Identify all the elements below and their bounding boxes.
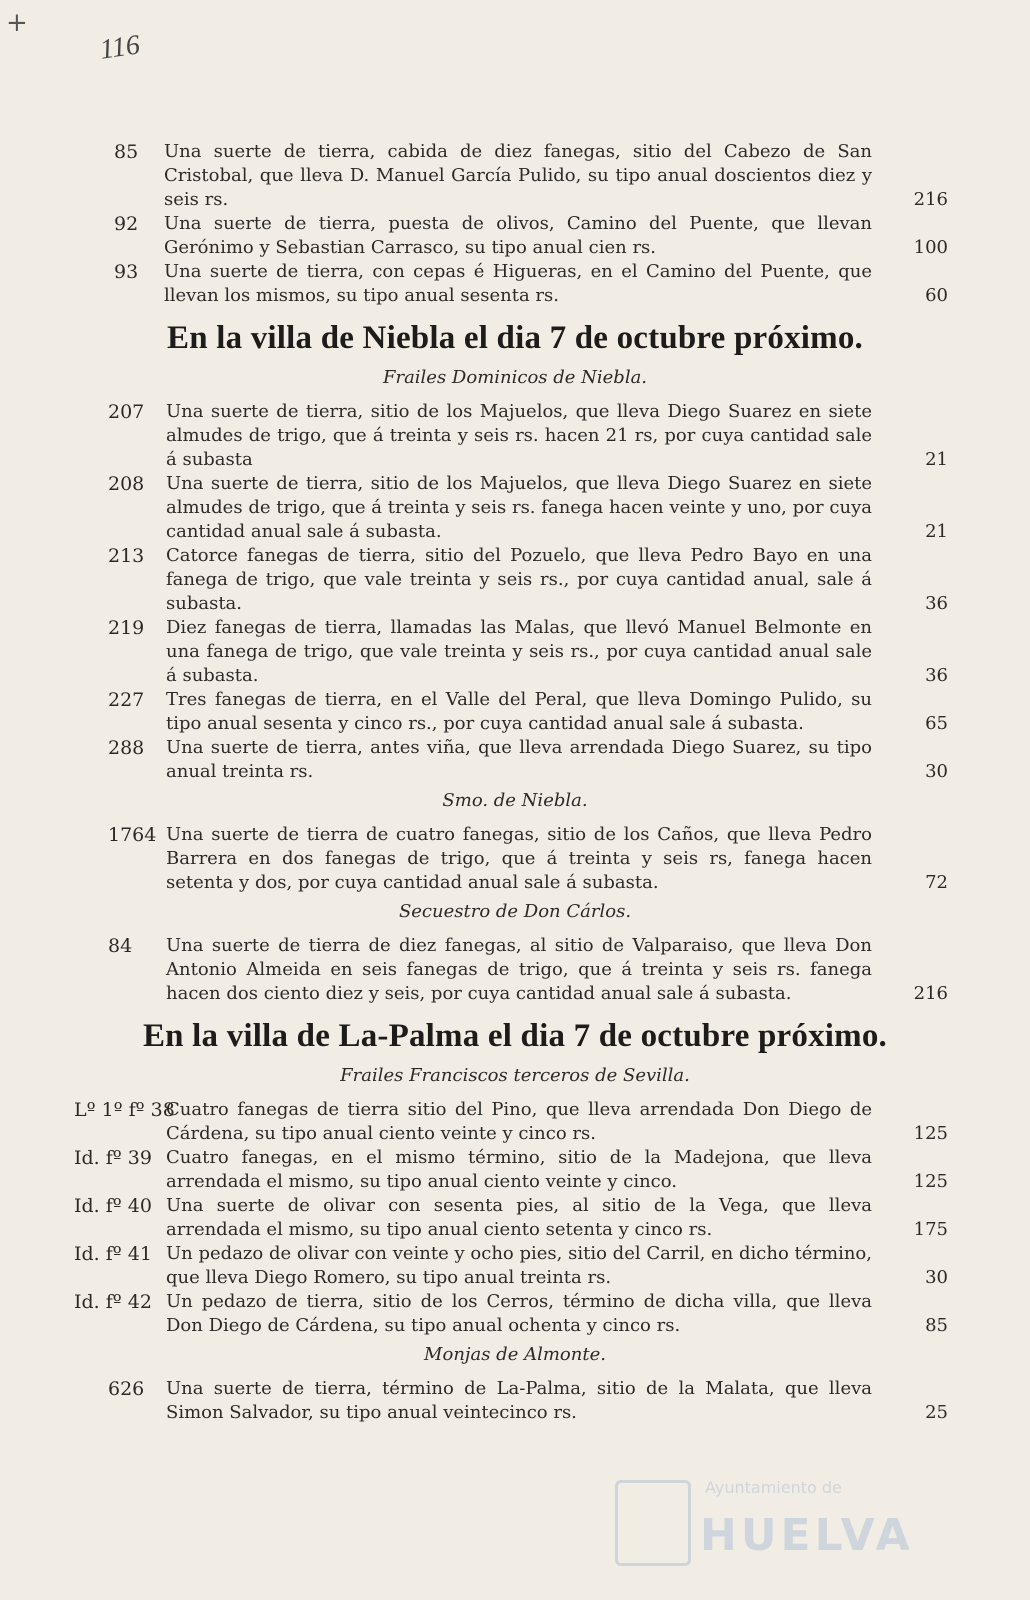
section-subtitle: Monjas de Almonte. <box>424 1344 606 1365</box>
entry-number: Id. fº 40 <box>74 1195 152 1217</box>
list-item <box>70 934 960 1006</box>
entry-text: Una suerte de tierra, con cepas é Higueras, en el Camino del Puente, que llevan los mismos, su tipo anual sesenta rs. <box>164 261 872 306</box>
archive-logo-icon <box>615 1480 691 1566</box>
entry-number: 93 <box>114 261 139 283</box>
entry-amount: 125 <box>913 1123 948 1144</box>
list-item <box>70 260 960 308</box>
entry-text: Una suerte de tierra, cabida de diez fanegas, sitio del Cabezo de San Cristobal, que lleva D. Manuel García Pulido, su tipo anual doscientos diez y seis rs. <box>164 141 872 210</box>
entry-text: Una suerte de olivar con sesenta pies, al sitio de la Vega, que lleva arrendada el mismo, su tipo anual ciento setenta y cinco rs. <box>166 1195 872 1240</box>
section-subtitle: Frailes Dominicos de Niebla. <box>382 367 648 388</box>
entry-amount: 36 <box>925 593 948 614</box>
list-item <box>70 1098 960 1146</box>
entry-text: Un pedazo de tierra, sitio de los Cerros, término de dicha villa, que lleva Don Diego de Cárdena, su tipo anual ochenta y cinco rs. <box>166 1291 872 1336</box>
entry-number: 219 <box>108 617 145 639</box>
entry-text: Un pedazo de olivar con veinte y ocho pies, sitio del Carril, en dicho término, que lleva Diego Romero, su tipo anual treinta rs. <box>166 1243 872 1288</box>
entry-number: Lº 1º fº 38 <box>74 1099 175 1121</box>
entry-amount: 60 <box>925 285 948 306</box>
entry-text: Una suerte de tierra, antes viña, que lleva arrendada Diego Suarez, su tipo anual treinta rs. <box>166 737 872 782</box>
entry-text: Una suerte de tierra, sitio de los Majuelos, que lleva Diego Suarez en siete almudes de trigo, que á treinta y seis rs. hacen 21 rs, por cuya cantidad sale á subasta <box>166 401 872 470</box>
entry-amount: 30 <box>925 1267 948 1288</box>
list-item <box>70 823 960 895</box>
entry-text: Cuatro fanegas de tierra sitio del Pino, que lleva arrendada Don Diego de Cárdena, su tipo anual ciento veinte y cinco rs. <box>166 1099 872 1144</box>
entry-amount: 21 <box>925 449 948 470</box>
entry-amount: 36 <box>925 665 948 686</box>
entry-text: Una suerte de tierra de diez fanegas, al sitio de Valparaiso, que lleva Don Antonio Almeida en seis fanegas de trigo, que á treinta y seis rs. fanega hacen dos ciento diez y seis, por cuya cantidad anual sale á subasta. <box>166 935 872 1004</box>
section-subtitle: Smo. de Niebla. <box>442 790 588 811</box>
entry-number: 213 <box>108 545 145 567</box>
entry-amount: 72 <box>925 872 948 893</box>
entry-amount: 65 <box>925 713 948 734</box>
entry-number: 626 <box>108 1378 145 1400</box>
watermark-line1: Ayuntamiento de <box>705 1478 842 1497</box>
list-item <box>70 736 960 784</box>
entry-amount: 125 <box>913 1171 948 1192</box>
entry-amount: 216 <box>913 983 948 1004</box>
list-item <box>70 616 960 688</box>
entry-text: Una suerte de tierra, puesta de olivos, Camino del Puente, que llevan Gerónimo y Sebastian Carrasco, su tipo anual cien rs. <box>164 213 872 258</box>
heading-la-palma: En la villa de La-Palma el dia 7 de octubre próximo. <box>142 1018 888 1054</box>
corner-mark: + <box>6 8 28 38</box>
watermark-line2: HUELVA <box>700 1510 914 1561</box>
entry-number: Id. fº 41 <box>74 1243 152 1265</box>
list-item <box>70 1146 960 1194</box>
entry-text: Tres fanegas de tierra, en el Valle del Peral, que lleva Domingo Pulido, su tipo anual sesenta y cinco rs., por cuya cantidad anual sale á subasta. <box>166 689 872 734</box>
entry-amount: 21 <box>925 521 948 542</box>
entry-amount: 216 <box>913 189 948 210</box>
entry-number: 208 <box>108 473 145 495</box>
list-item <box>70 1377 960 1425</box>
entry-number: Id. fº 42 <box>74 1291 152 1313</box>
heading-niebla: En la villa de Niebla el dia 7 de octubre próximo. <box>167 320 863 356</box>
watermark <box>615 1470 935 1570</box>
section-subtitle: Frailes Franciscos terceros de Sevilla. <box>340 1065 690 1086</box>
entry-text: Cuatro fanegas, en el mismo término, sitio de la Madejona, que lleva arrendada el mismo, su tipo anual ciento veinte y cinco. <box>166 1147 872 1192</box>
page-number: 116 <box>97 29 142 66</box>
entry-number: 207 <box>108 401 145 423</box>
entry-number: 1764 <box>108 824 157 846</box>
entry-number: 92 <box>114 213 139 235</box>
entry-text: Una suerte de tierra de cuatro fanegas, sitio de los Caños, que lleva Pedro Barrera en dos fanegas de trigo, que á treinta y seis rs, fanega hacen setenta y dos, por cuya cantidad anual sale á subasta. <box>166 824 872 893</box>
entry-amount: 85 <box>925 1315 948 1336</box>
entry-amount: 30 <box>925 761 948 782</box>
list-item <box>70 400 960 472</box>
list-item <box>70 1242 960 1290</box>
list-item <box>70 1194 960 1242</box>
entry-amount: 175 <box>913 1219 948 1240</box>
list-item <box>70 544 960 616</box>
list-item <box>70 688 960 736</box>
section-subtitle: Secuestro de Don Cárlos. <box>398 901 632 922</box>
entry-amount: 100 <box>913 237 948 258</box>
entry-number: Id. fº 39 <box>74 1147 152 1169</box>
list-item <box>70 212 960 260</box>
entry-number: 227 <box>108 689 145 711</box>
entry-number: 85 <box>114 141 139 163</box>
entry-number: 288 <box>108 737 145 759</box>
entry-text: Catorce fanegas de tierra, sitio del Pozuelo, que lleva Pedro Bayo en una fanega de trigo, que vale treinta y seis rs., por cuya cantidad anual, sale á subasta. <box>166 545 872 614</box>
entry-text: Una suerte de tierra, término de La-Palma, sitio de la Malata, que lleva Simon Salvador, su tipo anual veintecinco rs. <box>166 1378 872 1423</box>
entry-amount: 25 <box>925 1402 948 1423</box>
list-item <box>70 140 960 212</box>
list-item <box>70 472 960 544</box>
document-body <box>70 140 960 1425</box>
entry-number: 84 <box>108 935 133 957</box>
entry-text: Diez fanegas de tierra, llamadas las Malas, que llevó Manuel Belmonte en una fanega de trigo, que vale treinta y seis rs., por cuya cantidad anual sale á subasta. <box>166 617 872 686</box>
entry-text: Una suerte de tierra, sitio de los Majuelos, que lleva Diego Suarez en siete almudes de trigo, que á treinta y seis rs. fanega hacen veinte y uno, por cuya cantidad anual sale á subasta. <box>166 473 872 542</box>
list-item <box>70 1290 960 1338</box>
